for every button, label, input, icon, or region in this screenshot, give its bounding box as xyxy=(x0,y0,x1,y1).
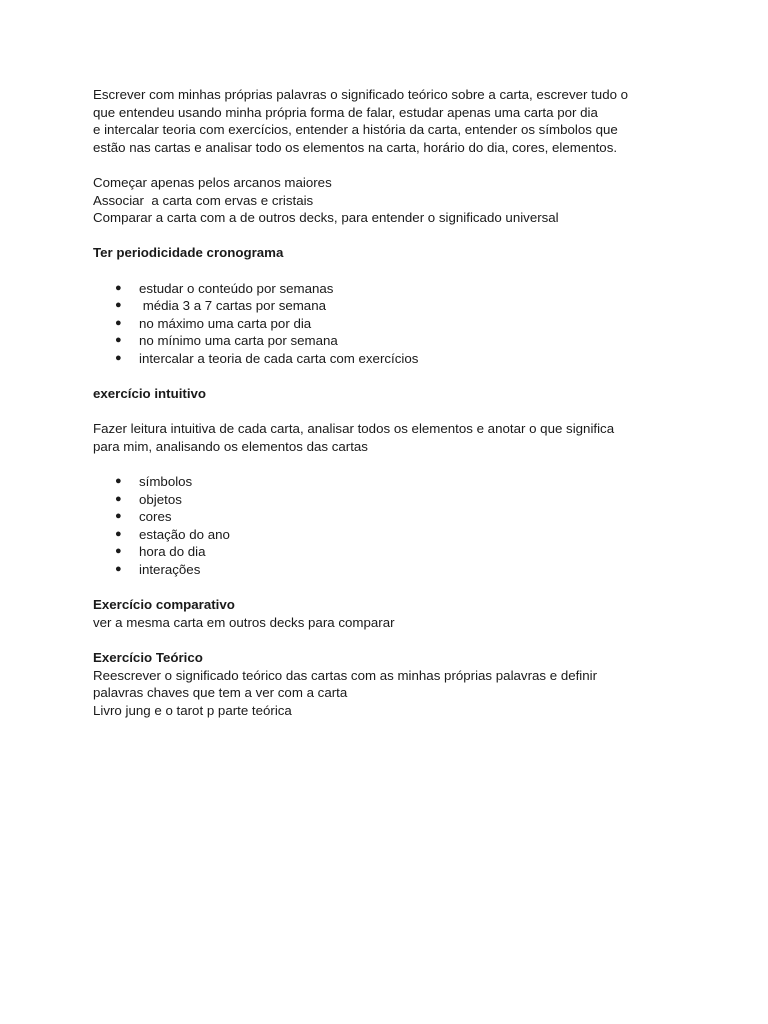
list-item xyxy=(93,350,693,368)
list-item xyxy=(93,526,693,544)
list-item xyxy=(93,280,693,298)
intro-paragraph xyxy=(93,86,693,156)
list-item-text: interações xyxy=(139,562,201,578)
comparative-line: ver a mesma carta em outros decks para comparar xyxy=(93,614,395,630)
schedule-list xyxy=(93,280,693,368)
list-item-text: estudar o conteúdo por semanas xyxy=(139,280,334,296)
list-item xyxy=(93,315,693,333)
list-item xyxy=(93,297,693,315)
list-item-text: objetos xyxy=(139,491,182,507)
intro-line: e intercalar teoria com exercícios, entender a história da carta, entender os símbolos que xyxy=(93,122,618,138)
list-item-text: média 3 a 7 cartas por semana xyxy=(139,298,326,314)
intuitive-line: Fazer leitura intuitiva de cada carta, analisar todos os elementos e anotar o que significa xyxy=(93,421,615,437)
list-item xyxy=(93,473,693,491)
steps-paragraph xyxy=(93,174,693,227)
list-item xyxy=(93,561,693,579)
document-page xyxy=(93,86,693,719)
theoretical-line: Livro jung e o tarot p parte teórica xyxy=(93,702,292,718)
list-item-text: hora do dia xyxy=(139,544,206,560)
bullet-icon: ● xyxy=(115,351,122,364)
bullet-icon: ● xyxy=(115,299,122,312)
intro-line: que entendeu usando minha própria forma de falar, estudar apenas uma carta por dia xyxy=(93,104,598,120)
bullet-icon: ● xyxy=(115,527,122,540)
list-item-text: intercalar a teoria de cada carta com exercícios xyxy=(139,350,419,366)
bullet-icon: ● xyxy=(115,563,122,576)
intro-line: Escrever com minhas próprias palavras o significado teórico sobre a carta, escrever tudo o xyxy=(93,87,629,102)
bullet-icon: ● xyxy=(115,510,122,523)
list-item-text: cores xyxy=(139,509,172,525)
bullet-icon: ● xyxy=(115,281,122,294)
theoretical-line: Reescrever o significado teórico das cartas com as minhas próprias palavras e definir xyxy=(93,667,598,683)
step-line: Associar a carta com ervas e cristais xyxy=(93,192,314,208)
bullet-icon: ● xyxy=(115,492,122,505)
list-item-text: no mínimo uma carta por semana xyxy=(139,333,338,349)
list-item-text: estação do ano xyxy=(139,526,230,542)
list-item xyxy=(93,508,693,526)
intuitive-heading: exercício intuitivo xyxy=(93,386,207,402)
intro-line: estão nas cartas e analisar todo os elementos na carta, horário do dia, cores, elementos. xyxy=(93,139,618,155)
theoretical-line: palavras chaves que tem a ver com a carta xyxy=(93,685,348,701)
bullet-icon: ● xyxy=(115,475,122,488)
comparative-heading: Exercício comparativo xyxy=(93,597,235,613)
bullet-icon: ● xyxy=(115,334,122,347)
step-line: Começar apenas pelos arcanos maiores xyxy=(93,174,332,190)
list-item xyxy=(93,491,693,509)
intuitive-paragraph xyxy=(93,420,693,455)
list-item xyxy=(93,543,693,561)
bullet-icon: ● xyxy=(115,545,122,558)
step-line: Comparar a carta com a de outros decks, para entender o significado universal xyxy=(93,210,559,226)
list-item xyxy=(93,332,693,350)
intuitive-list xyxy=(93,473,693,579)
bullet-icon: ● xyxy=(115,316,122,329)
list-item-text: símbolos xyxy=(139,474,193,490)
list-item-text: no máximo uma carta por dia xyxy=(139,315,312,331)
theoretical-heading: Exercício Teórico xyxy=(93,650,203,665)
schedule-heading: Ter periodicidade cronograma xyxy=(93,245,284,261)
intuitive-line: para mim, analisando os elementos das cartas xyxy=(93,438,368,454)
